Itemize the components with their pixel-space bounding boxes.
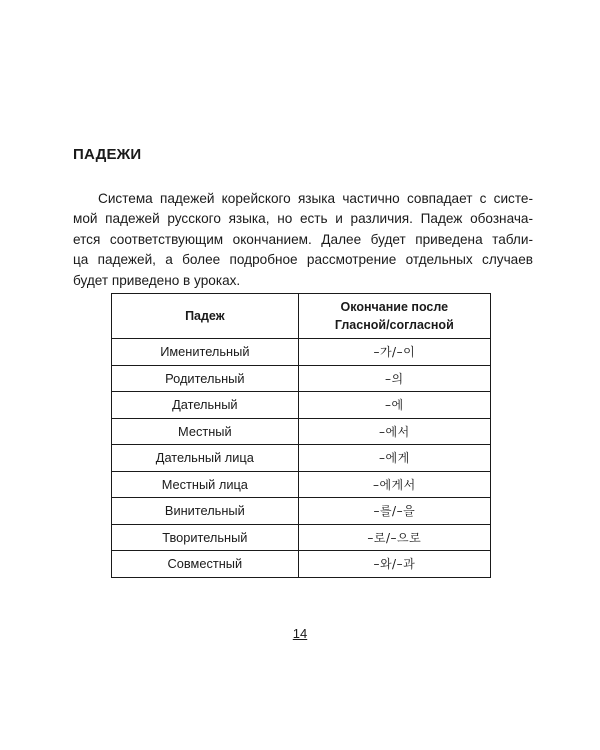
paragraph-line: будет приведено в уроках. (73, 272, 241, 288)
table-row (112, 498, 491, 525)
header-ending-line2: Гласной/согласной (334, 318, 454, 332)
case-cell: Именительный (112, 339, 299, 366)
case-cell: Местный (112, 418, 299, 445)
header-ending-line1: Окончание после (340, 300, 449, 314)
case-cell: Местный лица (112, 471, 299, 498)
header-case: Падеж (112, 294, 299, 339)
ending-cell: –에서 (298, 418, 490, 445)
page-number (0, 626, 600, 641)
paragraph-line: Система падежей корейского языка частично совпадает с систе- (98, 191, 533, 206)
ending-cell: –와/–과 (298, 551, 490, 578)
ending-cell: –에게 (298, 445, 490, 472)
table-row (112, 524, 491, 551)
table-row (112, 551, 491, 578)
table-header-row (112, 294, 491, 339)
intro-paragraph (73, 189, 533, 291)
case-cell: Дательный (112, 392, 299, 419)
section-heading: ПАДЕЖИ (73, 146, 142, 163)
ending-cell: –에 (298, 392, 490, 419)
table-row (112, 418, 491, 445)
case-cell: Совместный (112, 551, 299, 578)
paragraph-line: ца падежей, а более подробное рассмотрение отдельных случаев (73, 252, 533, 268)
ending-cell: –가/–이 (298, 339, 490, 366)
cases-table (111, 293, 491, 578)
ending-cell: –로/–으로 (298, 524, 490, 551)
table-row (112, 471, 491, 498)
case-cell: Винительный (112, 498, 299, 525)
case-cell: Родительный (112, 365, 299, 392)
header-ending (298, 294, 490, 339)
paragraph-line: мой падежей русского языка, но есть и различия. Падеж обознача- (73, 211, 533, 227)
ending-cell: –를/–을 (298, 498, 490, 525)
table-row (112, 445, 491, 472)
table-row (112, 365, 491, 392)
table-row (112, 392, 491, 419)
ending-cell: –에게서 (298, 471, 490, 498)
table-row (112, 339, 491, 366)
case-cell: Дательный лица (112, 445, 299, 472)
ending-cell: –의 (298, 365, 490, 392)
paragraph-line: ется соответствующим окончанием. Далее будет приведена табли- (73, 231, 533, 247)
case-cell: Творительный (112, 524, 299, 551)
page-number-text: 14 (292, 626, 308, 641)
